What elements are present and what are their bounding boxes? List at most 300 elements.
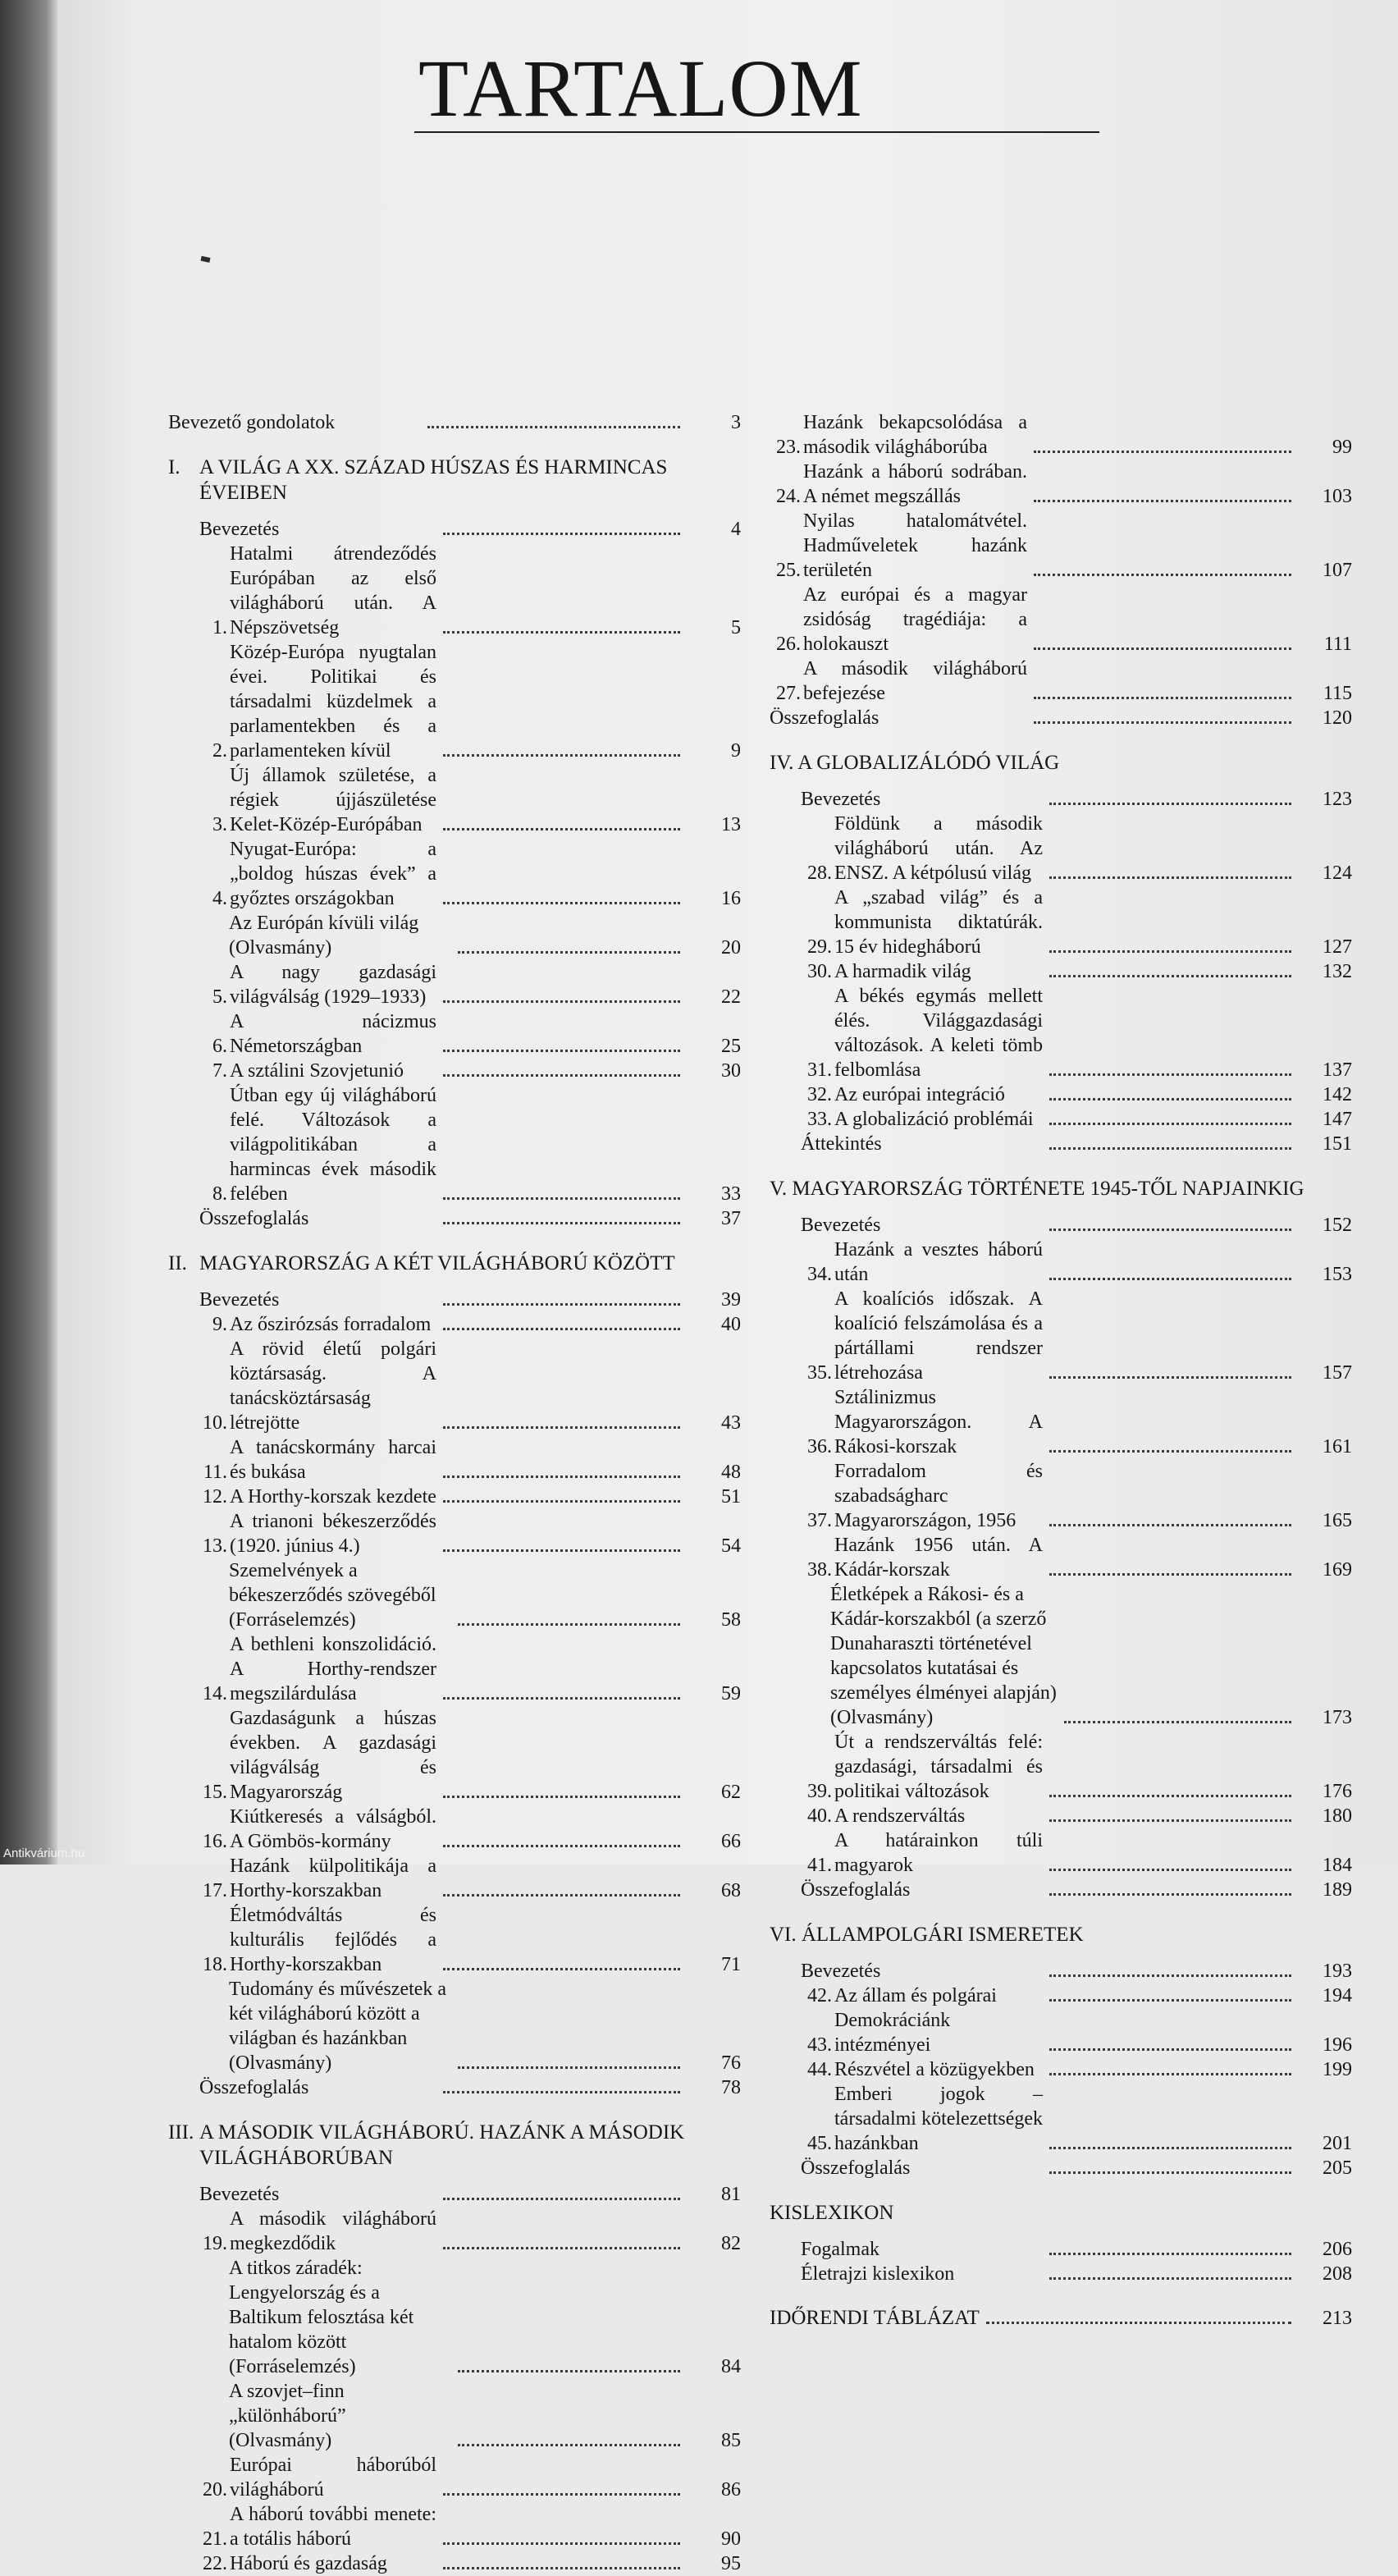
toc-page-number: 169 (1323, 1559, 1352, 1581)
toc-entry (770, 1107, 1352, 1132)
toc-entry-text: Bevezetés (801, 789, 881, 810)
section-heading: KISLEXIKON (770, 2202, 894, 2224)
toc-entry (168, 2182, 741, 2207)
toc-page-number: 39 (721, 1289, 741, 1311)
toc-entry-title (229, 1558, 451, 1632)
toc-page-number: 153 (1323, 1264, 1352, 1285)
toc-leader-dots (443, 1968, 680, 1970)
toc-leader-dots (1049, 2277, 1291, 2280)
toc-entry-text: Bevezetés (801, 1961, 881, 1982)
toc-entry-line (199, 1485, 436, 1509)
section-title: MAGYARORSZÁG A KÉT VILÁGHÁBORÚ KÖZÖTT (199, 1252, 675, 1274)
toc-entry (168, 960, 741, 1009)
toc-entry-title (199, 1206, 436, 1231)
toc-page-number: 84 (721, 2356, 741, 2377)
toc-entry-text: A rövid életű polgári köztársaság. A tanácsköztársaság létrejötte (230, 1338, 436, 1434)
toc-page-number: 82 (721, 2233, 741, 2254)
toc-entry-number: 5. (212, 986, 227, 1008)
toc-entry-line (801, 1107, 1043, 1132)
toc-entry-text: Életképek a Rákosi- és a Kádár-korszakból (a szerző Dunaharaszti történetével kapcsolatos kutatásai és személyes élményei alapján) (Olvasmány) (830, 1584, 1057, 1728)
toc-entry-line (199, 1509, 436, 1558)
toc-entry-title (199, 1288, 436, 1312)
toc-entry-text: Hazánk a háború sodrában. A német megszállás (803, 461, 1027, 507)
toc-entry-text: Háború és gazdaság (230, 2553, 387, 2574)
toc-entry-line (199, 1337, 436, 1435)
toc-entry (168, 1288, 741, 1312)
toc-entry-title (199, 1083, 436, 1206)
toc-entry (168, 911, 741, 960)
toc-entry-line (199, 1706, 436, 1805)
toc-entry-title (801, 885, 1043, 959)
toc-entry-title (801, 1132, 1043, 1156)
toc-page-number: 213 (1323, 2308, 1352, 2329)
toc-entry-text: Összefoglalás (770, 707, 879, 729)
toc-entry-title (199, 1312, 436, 1337)
toc-entry-number: 11. (203, 1462, 227, 1483)
toc-page-number: 59 (721, 1683, 741, 1704)
toc-entry-number: 35. (807, 1362, 832, 1384)
toc-entry-text: Az európai integráció (834, 1084, 1005, 1105)
toc-entry-line (801, 1287, 1043, 1385)
toc-entry-title (199, 763, 436, 837)
toc-entry-title (770, 460, 1027, 509)
toc-entry-text: A tanácskormány harcai és bukása (230, 1437, 436, 1483)
toc-entry-title (801, 1959, 1043, 1983)
toc-entry (168, 2075, 741, 2100)
book-binding-shadow (0, 0, 57, 1865)
toc-page-number: 33 (721, 1183, 741, 1205)
toc-entry (770, 706, 1352, 730)
toc-entry-title (199, 542, 436, 640)
toc-entry-title (199, 2182, 436, 2207)
section-title: A VILÁG A XX. SZÁZAD HÚSZAS ÉS HARMINCAS ÉVEIBEN (199, 456, 668, 504)
toc-entry-line (199, 1854, 436, 1903)
toc-entry-title (801, 2082, 1043, 2156)
toc-entry (168, 1854, 741, 1903)
toc-entry-text: Hazánk bekapcsolódása a második világháborúba (803, 412, 1027, 458)
toc-leader-dots (443, 2247, 680, 2249)
toc-entry-text: Életmódváltás és kulturális fejlődés a Horthy-korszakban (230, 1905, 436, 1975)
toc-left-column (168, 410, 741, 2576)
toc-entry-line (801, 1082, 1043, 1107)
title-underline (414, 131, 1099, 133)
toc-entry-line (199, 2453, 436, 2502)
toc-page-number: 30 (721, 1060, 741, 1082)
toc-entry-title (830, 1582, 1058, 1730)
toc-entry-line (801, 984, 1043, 1082)
toc-entry-title (770, 706, 1027, 730)
toc-leader-dots (443, 1328, 680, 1330)
toc-entry-number: 17. (203, 1880, 227, 1901)
toc-entry-line (770, 583, 1027, 657)
toc-entry (168, 1337, 741, 1435)
toc-entry-line (199, 1059, 436, 1083)
toc-page-number: 43 (721, 1412, 741, 1434)
toc-leader-dots (443, 1549, 680, 1552)
toc-entry-text: Életrajzi kislexikon (801, 2263, 955, 2285)
toc-entry-title (801, 1287, 1043, 1385)
toc-entry-text: A nagy gazdasági világválság (1929–1933) (230, 962, 436, 1008)
toc-entry-text: Emberi jogok – társadalmi kötelezettségek hazánkban (834, 2084, 1043, 2154)
toc-entry-number: 13. (203, 1535, 227, 1557)
toc-entry-number: 29. (807, 936, 832, 958)
toc-leader-dots (1049, 2073, 1291, 2075)
toc-entry-number: 10. (203, 1412, 227, 1434)
toc-entry (770, 2156, 1352, 2180)
toc-leader-dots (1034, 451, 1291, 453)
toc-entry-text: Nyilas hatalomátvétel. Hadműveletek hazánk területén (803, 510, 1027, 581)
toc-entry-text: Összefoglalás (199, 2077, 309, 2098)
toc-entry-number: 23. (776, 437, 801, 458)
toc-page-number: 151 (1323, 1133, 1352, 1155)
toc-page-number: 51 (721, 1486, 741, 1508)
toc-entry-text: A titkos záradék: Lengyelország és a Baltikum felosztása két hatalom között (Forráselemzés) (229, 2258, 414, 2377)
toc-leader-dots (443, 2493, 680, 2496)
toc-entry-number: 38. (807, 1559, 832, 1581)
toc-entry-chronology (770, 2306, 1352, 2331)
toc-leader-dots (1049, 1376, 1291, 1379)
toc-page-number: 173 (1323, 1707, 1352, 1728)
toc-leader-dots (443, 1894, 680, 1897)
toc-leader-dots (443, 1222, 680, 1224)
toc-entry-title (801, 1385, 1043, 1459)
toc-entry-title (199, 1337, 436, 1435)
toc-entry-title (199, 640, 436, 763)
toc-page-number: 189 (1323, 1879, 1352, 1901)
toc-entry-title (199, 1509, 436, 1558)
toc-entry-title (770, 583, 1027, 657)
toc-leader-dots (443, 533, 680, 535)
toc-page-number: 68 (721, 1880, 741, 1901)
toc-entry-title (801, 1730, 1043, 1804)
toc-entry (770, 1213, 1352, 1238)
toc-leader-dots (443, 1697, 680, 1700)
toc-entry-line (199, 1903, 436, 1977)
toc-page-number: 124 (1323, 862, 1352, 884)
toc-entry-text: Az Európán kívüli világ (Olvasmány) (229, 913, 419, 959)
toc-entry-line (770, 509, 1027, 583)
toc-entry-text: A koalíciós időszak. A koalíció felszámolása és a pártállami rendszer létrehozása (834, 1288, 1043, 1384)
toc-leader-dots (1049, 1524, 1291, 1526)
toc-entry-title (801, 2262, 1043, 2286)
toc-page-number: 54 (721, 1535, 741, 1557)
toc-entry-number: 4. (212, 888, 227, 909)
toc-entry-number: 6. (212, 1036, 227, 1057)
toc-entry-line (801, 1983, 1043, 2008)
toc-leader-dots (1034, 721, 1291, 724)
toc-entry-title (770, 2306, 980, 2331)
toc-entry-line (801, 2082, 1043, 2156)
toc-entry (770, 1459, 1352, 1533)
toc-entry-text: A sztálini Szovjetunió (230, 1060, 404, 1082)
toc-leader-dots (443, 1476, 680, 1478)
toc-leader-dots (1034, 697, 1291, 699)
toc-entry-text: A békés egymás mellett élés. Világgazdasági változások. A keleti tömb felbomlása (834, 986, 1043, 1081)
toc-entry-line (801, 1533, 1043, 1582)
toc-entry (770, 2057, 1352, 2082)
toc-page-number: 120 (1323, 707, 1352, 729)
toc-leader-dots (1049, 1073, 1291, 1076)
toc-leader-dots (986, 2322, 1291, 2324)
toc-leader-dots (1049, 975, 1291, 977)
toc-entry-line (801, 1238, 1043, 1287)
toc-leader-dots (1049, 1999, 1291, 2002)
toc-leader-dots (1034, 647, 1291, 650)
toc-entry-title (199, 1009, 436, 1059)
toc-entry-title (801, 1878, 1043, 1902)
toc-entry-text: Bevezetés (199, 519, 280, 540)
toc-entry-text: Közép-Európa nyugtalan évei. Politikai és társadalmi küzdelmek a parlamentekben és a parlamenteken kívül (230, 642, 436, 762)
toc-page-number: 81 (721, 2184, 741, 2205)
toc-entry (168, 640, 741, 763)
toc-leader-dots (1049, 1123, 1291, 1125)
toc-entry-text: Földünk a második világháború után. Az ENSZ. A kétpólusú világ (834, 813, 1043, 884)
toc-entry (770, 1730, 1352, 1804)
toc-entry-number: 37. (807, 1510, 832, 1531)
toc-entry-text: Összefoglalás (199, 1208, 309, 1229)
toc-entry-title (770, 410, 1027, 460)
toc-leader-dots (443, 1000, 680, 1003)
toc-entry-number: 27. (776, 683, 801, 704)
toc-entry-text: Részvétel a közügyekben (834, 2059, 1035, 2080)
toc-entry-line (199, 2502, 436, 2551)
toc-entry-title (229, 2379, 451, 2453)
toc-leader-dots (443, 828, 680, 830)
section-numeral: III. (168, 2121, 194, 2144)
toc-page-number: 99 (1332, 437, 1352, 458)
toc-leader-dots (1049, 876, 1291, 879)
toc-entry (168, 837, 741, 911)
toc-entry-title (199, 1435, 436, 1485)
toc-entry (168, 1059, 741, 1083)
toc-entry-number: 39. (807, 1781, 832, 1802)
toc-entry-text: A „szabad világ” és a kommunista diktatúrák. 15 év hidegháború (834, 887, 1043, 958)
toc-entry (770, 2008, 1352, 2057)
toc-leader-dots (1049, 1229, 1291, 1231)
toc-entry (168, 542, 741, 640)
toc-entry-intro (168, 410, 741, 435)
toc-entry-text: Szemelvények a békeszerződés szövegéből (Forráselemzés) (229, 1560, 436, 1631)
toc-leader-dots (1064, 1721, 1291, 1723)
toc-page-number: 90 (721, 2528, 741, 2550)
toc-entry-text: A globalizáció problémái (834, 1109, 1034, 1130)
toc-entry (168, 1805, 741, 1854)
toc-entry (168, 1083, 741, 1206)
toc-entry-number: 15. (203, 1782, 227, 1803)
toc-entry-number: 20. (203, 2479, 227, 2501)
toc-entry (770, 787, 1352, 812)
toc-page-number: 176 (1323, 1781, 1352, 1802)
toc-leader-dots (443, 1500, 680, 1503)
toc-page-number: 71 (721, 1954, 741, 1975)
toc-entry (770, 1983, 1352, 2008)
toc-page-number: 132 (1323, 961, 1352, 982)
toc-entry (168, 1903, 741, 1977)
toc-entry-text: Sztálinizmus Magyarországon. A Rákosi-korszak (834, 1387, 1043, 1457)
toc-entry-text: A trianoni békeszerződés (1920. június 4.) (230, 1511, 436, 1557)
toc-entry-text: Az őszirózsás forradalom (230, 1314, 432, 1335)
toc-entry-number: 7. (212, 1060, 227, 1082)
toc-entry (770, 1959, 1352, 1983)
toc-entry-title (199, 1632, 436, 1706)
toc-entry-title (801, 1107, 1043, 1132)
toc-entry-title (199, 1903, 436, 1977)
toc-page-number: 180 (1323, 1805, 1352, 1827)
toc-entry-line (199, 1083, 436, 1206)
toc-entry-number: 43. (807, 2034, 832, 2056)
toc-leader-dots (427, 426, 680, 428)
toc-entry-number: 25. (776, 560, 801, 581)
toc-entry-line (199, 1632, 436, 1706)
toc-entry-title (801, 984, 1043, 1082)
toc-entry (770, 1132, 1352, 1156)
toc-entry-number: 18. (203, 1954, 227, 1975)
toc-entry (168, 1206, 741, 1231)
toc-entry (770, 2237, 1352, 2262)
toc-entry-number: 45. (807, 2133, 832, 2154)
toc-page-number: 37 (721, 1208, 741, 1229)
toc-leader-dots (1049, 1869, 1291, 1871)
section-title: A MÁSODIK VILÁGHÁBORÚ. HAZÁNK A MÁSODIK VILÁGHÁBORÚBAN (199, 2121, 685, 2169)
toc-entry (770, 2082, 1352, 2156)
toc-leader-dots (1049, 1278, 1291, 1280)
toc-entry-text: Összefoglalás (801, 1879, 911, 1901)
toc-entry-text: A bethleni konszolidáció. A Horthy-rendszer megszilárdulása (230, 1634, 436, 1704)
toc-entry-number: 19. (203, 2233, 227, 2254)
toc-entry-text: A határainkon túli magyarok (834, 1830, 1043, 1876)
toc-entry (770, 2262, 1352, 2286)
toc-page-number: 95 (721, 2553, 741, 2574)
toc-entry-line (199, 1435, 436, 1485)
toc-entry-number: 40. (807, 1805, 832, 1827)
toc-leader-dots (443, 1050, 680, 1052)
toc-page-number: 115 (1323, 683, 1352, 704)
section-heading (168, 2120, 741, 2171)
toc-page-number: 40 (721, 1314, 741, 1335)
toc-leader-dots (443, 1426, 680, 1429)
toc-entry (770, 657, 1352, 706)
toc-entry (168, 2379, 741, 2453)
toc-entry-title (801, 1804, 1043, 1828)
toc-entry-number: 36. (807, 1436, 832, 1457)
toc-entry (770, 1582, 1352, 1730)
toc-entry-number: 41. (807, 1855, 832, 1876)
toc-entry-text: A második világháború befejezése (803, 658, 1027, 704)
toc-leader-dots (1049, 2253, 1291, 2255)
toc-entry-title (801, 1533, 1043, 1582)
toc-leader-dots (443, 1796, 680, 1798)
toc-entry-text: Hatalmi átrendeződés Európában az első világháború után. A Népszövetség (230, 543, 436, 638)
toc-entry-title (801, 2156, 1043, 2180)
toc-entry-line (199, 2207, 436, 2256)
toc-entry-line (801, 959, 1043, 984)
toc-leader-dots (443, 2542, 680, 2545)
toc-entry-line (801, 2008, 1043, 2057)
toc-entry (770, 583, 1352, 657)
toc-entry-title (199, 1706, 436, 1805)
toc-page-number: 142 (1323, 1084, 1352, 1105)
toc-entry-title (801, 2237, 1043, 2262)
toc-entry (770, 1828, 1352, 1878)
toc-entry (168, 1009, 741, 1059)
toc-page-number: 152 (1323, 1215, 1352, 1236)
toc-entry-line (199, 1805, 436, 1854)
toc-leader-dots (443, 902, 680, 904)
toc-entry-text: Az európai és a magyar zsidóság tragédiája: a holokauszt (803, 584, 1027, 655)
toc-entry-text: A Horthy-korszak kezdete (230, 1486, 436, 1508)
toc-page-number: 48 (721, 1462, 741, 1483)
toc-entry-title (199, 960, 436, 1009)
toc-entry-title (199, 2551, 436, 2576)
toc-leader-dots (443, 1197, 680, 1200)
toc-page-number: 193 (1323, 1961, 1352, 1982)
toc-entry-text: A második világháború megkezdődik (230, 2208, 436, 2254)
toc-page-number: 20 (721, 937, 741, 959)
toc-entry-line (770, 410, 1027, 460)
toc-entry-line (801, 2057, 1043, 2082)
toc-page-number: 22 (721, 986, 741, 1008)
toc-entry-line (801, 1828, 1043, 1878)
toc-page-number: 25 (721, 1036, 741, 1057)
toc-entry-text: Hazánk 1956 után. A Kádár-korszak (834, 1535, 1043, 1581)
toc-entry-text: Az állam és polgárai (834, 1985, 997, 2006)
toc-entry-text: Tudomány és művészetek a két világháború között a világban és hazánkban (Olvasmány) (229, 1979, 447, 2074)
section-numeral: I. (168, 456, 180, 478)
toc-entry-line (199, 542, 436, 640)
toc-entry-text: A szovjet–finn „különháború” (Olvasmány) (229, 2381, 346, 2451)
toc-entry-text: Bevezetés (801, 1215, 881, 1236)
toc-entry (168, 2256, 741, 2379)
toc-leader-dots (458, 1623, 680, 1626)
toc-leader-dots (1049, 1573, 1291, 1576)
section-numeral: II. (168, 1252, 187, 1274)
toc-entry-title (229, 911, 451, 960)
toc-leader-dots (1034, 574, 1291, 576)
toc-leader-dots (1034, 500, 1291, 502)
toc-entry (770, 1385, 1352, 1459)
toc-entry-number: 1. (212, 617, 227, 638)
toc-leader-dots (1049, 1819, 1291, 1822)
toc-entry-line (801, 1730, 1043, 1804)
toc-entry (770, 1287, 1352, 1385)
toc-page-number: 123 (1323, 789, 1352, 810)
toc-page-number: 13 (721, 814, 741, 835)
toc-page-number: 4 (731, 519, 741, 540)
toc-entry-title (229, 1977, 451, 2075)
toc-entry-number: 34. (807, 1264, 832, 1285)
toc-entry-title (199, 517, 436, 542)
toc-entry-number: 32. (807, 1084, 832, 1105)
toc-entry-title (801, 1213, 1043, 1238)
toc-page-number: 201 (1323, 2133, 1352, 2154)
page-title: TARTALOM (418, 43, 863, 134)
toc-page-number: 194 (1323, 1985, 1352, 2006)
toc-page-number: 5 (731, 617, 741, 638)
toc-entry-line (199, 960, 436, 1009)
toc-entry (168, 2207, 741, 2256)
toc-entry-number: 3. (212, 814, 227, 835)
section-heading: IDŐRENDI TÁBLÁZAT (770, 2307, 980, 2329)
toc-leader-dots (443, 631, 680, 634)
toc-entry-title (199, 2075, 436, 2100)
toc-entry-text: Áttekintés (801, 1133, 882, 1155)
watermark: Antikvárium.hu (3, 1846, 85, 1860)
section-heading: IV. A GLOBALIZÁLÓDÓ VILÁG (770, 752, 1060, 774)
toc-leader-dots (1049, 2048, 1291, 2051)
toc-leader-dots (1049, 2171, 1291, 2174)
toc-entry (770, 460, 1352, 509)
toc-entry-number: 16. (203, 1831, 227, 1852)
